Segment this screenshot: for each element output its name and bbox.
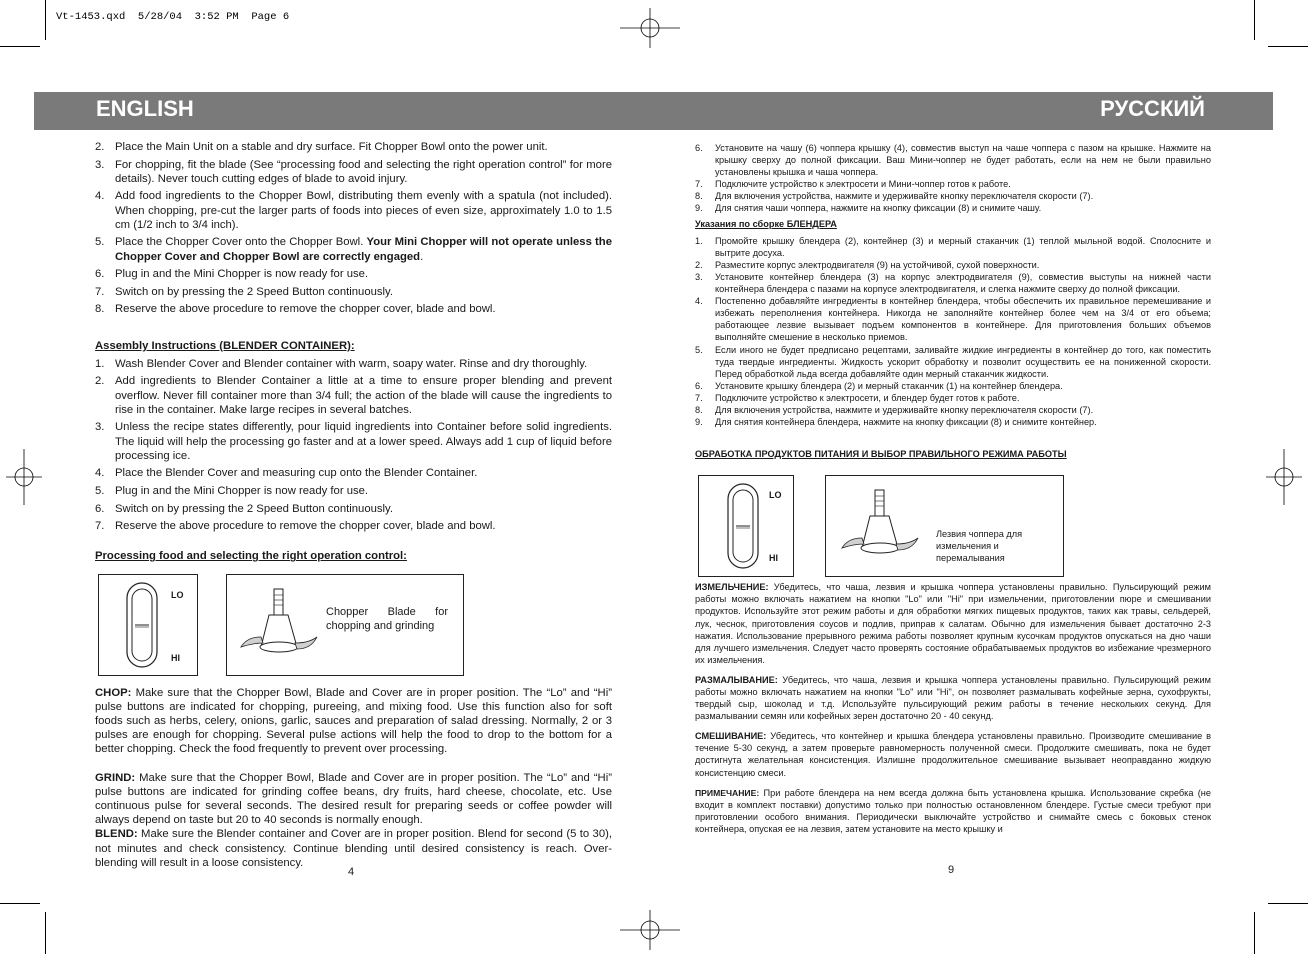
list-item: 5. Если иного не будет предписано рецептами, заливайте жидкие ингредиенты в контейнер до того, как поместить туда твердые ингредиенты. Жидкость ускорит обработку и позволит осуществить ее на пониженной скорости. Перед обработкой льда всегда добавляйте один мерный стаканчик жидкости. <box>695 344 1211 379</box>
chopper-blade-figure <box>825 475 1064 577</box>
chopper-steps-list <box>95 140 612 317</box>
processing-heading: ОБРАБОТКА ПРОДУКТОВ ПИТАНИЯ И ВЫБОР ПРАВИЛЬНОГО РЕЖИМА РАБОТЫ <box>695 449 1067 460</box>
list-item: 3. Установите контейнер блендера (3) на корпус электродвигателя (9), совместив выступы на нижней части контейнера блендера с пазами на корпусе электродвигателя, и слегка нажмите сверху до полной фиксации. <box>695 271 1211 295</box>
list-item: 6. Установите крышку блендера (2) и мерный стаканчик (1) на контейнер блендера. <box>695 380 1063 391</box>
speed-button-icon <box>726 482 760 570</box>
speed-button-figure <box>98 574 198 676</box>
chopper-blade-figure <box>226 574 464 676</box>
russian-column <box>695 142 1211 835</box>
lo-label: LO <box>171 589 184 600</box>
speed-button-icon <box>125 581 159 669</box>
list-item: 3. For chopping, fit the blade (See “processing food and selecting the right operation control” for more details). Never touch cutting edges of blade to avoid injury. <box>95 158 612 185</box>
grind-paragraph: РАЗМАЛЫВАНИЕ: Убедитесь, что чаша, лезвия и крышка чоппера установлены правильно. Пульсирующий режим работы можно включать нажатием на кнопки "Lo" или "Hi", он позволяет размалывать кофейные зерна, сухофрукты, твердый сыр, шоколад и т.д. Используйте пульсирующий режим работы в течение нескольких секунд. Для размалывании семян или кофейных зерен достаточно 20 - 40 секунд. <box>695 674 1211 722</box>
list-item: 1. Промойте крышку блендера (2), контейнер (3) и мерный стаканчик (1) теплой мыльной водой. Сполосните и вытрите досуха. <box>695 235 1211 258</box>
speed-button-figure <box>698 475 794 577</box>
list-item: 9. Для снятия контейнера блендера, нажмите на кнопку фиксации (8) и снимите контейнер. <box>695 417 1097 428</box>
mix-paragraph: СМЕШИВАНИЕ: Убедитесь, что контейнер и крышка блендера установлены правильно. Производите смешивание в течение 5-30 секунд, а затем проверьте равномерность полученной смеси. Продолжите смешивать, пока не будет достигнута желательная консистенция. Излишне продолжительное смешивание вызывает неоправданно жидкую консистенцию смеси. <box>695 731 1211 778</box>
list-item: 6. Установите на чашу (6) чоппера крышку (4), совместив выступ на чаше чоппера с пазом на крышке. Нажмите на крышку сверху до полной фиксации. Ваш Мини-чоппер не будет работать, если на нем не были правильно установлены крышка и чаша чоппера. <box>695 143 1211 178</box>
note-paragraph: ПРИМЕЧАНИЕ: При работе блендера на нем всегда должна быть установлена крышка. Использование скребка (не входит в комплект поставки) допустимо только при полностью остановленном блендере. Густые смеси требуют при приготовлении особого внимания. Периодически выключайте устройство и снимайте смесь с боковых стенок контейнера, опуская ее на лезвия, затем установите на место крышку и <box>695 787 1211 834</box>
crop-mark <box>1254 912 1255 954</box>
file-slug: Vt-1453.qxd 5/28/04 3:52 PM Page 6 <box>56 11 290 23</box>
blender-steps-list <box>95 357 612 534</box>
list-item: 5. Plug in and the Mini Chopper is now ready for use. <box>95 484 369 497</box>
blend-paragraph: BLEND: Make sure the Blender container and Cover are in proper position. Blend for second (5 to 30), not minutes and check consistency. Continue blending until desired consistency is reach. Over-blending will result in a loose consistency. <box>95 828 612 869</box>
list-item: 8. Reserve the above procedure to remove the chopper cover, blade and bowl. <box>95 303 496 316</box>
list-item: 7. Switch on by pressing the 2 Speed Button continuously. <box>95 285 393 298</box>
list-item: 2. Разместите корпус электродвигателя (9) на устойчивой, сухой поверхности. <box>695 259 1040 270</box>
chop-paragraph: ИЗМЕЛЬЧЕНИЕ: Убедитесь, что чаша, лезвия и крышка чоппера установлены правильно. Пульсирующий режим работы можно включать нажатием на кнопки "Lo" или "Hi" при измельчении, приготовлении пюре и смешивании продуктов. Используйте этот режим работы и для обработки мягких пищевых продуктов, таких как травы, сельдерей, лук, чеснок, приготовления соусов и подлив, приправ к салатам. Обычно для измельчения бывает достаточно 2-3 нажатия. Использование прерывного режима работы позволяет крупным кусочкам продуктов опускаться на дно чаши для лучшего измельчения. Следует часто проверять состояние обрабатываемых продуктов во избежание чрезмерного их измельчения. <box>695 582 1211 665</box>
page-number: 4 <box>348 866 355 878</box>
list-item: 9. Для снятия чаши чоппера, нажмите на кнопку фиксации (8) и снимите чашу. <box>695 203 1042 214</box>
chopper-blade-icon <box>840 486 920 568</box>
registration-mark-icon <box>620 8 680 48</box>
list-item: 2. Place the Main Unit on a stable and dry surface. Fit Chopper Bowl onto the power unit. <box>95 141 548 153</box>
lo-label: LO <box>769 490 782 501</box>
assembly-heading: Assembly Instructions (BLENDER CONTAINER): <box>95 339 355 352</box>
figures-row <box>95 574 612 678</box>
list-item: 8. Для включения устройства, нажмите и удерживайте кнопку переключателя скорости (7). <box>695 404 1094 415</box>
list-item: 3. Unless the recipe states differently, pour liquid ingredients into Container before solid ingredients. The liquid will help the processing go faster and at a lower speed. Always add 1 cup of liquid before processing ice. <box>95 421 612 462</box>
chopper-steps-list <box>695 142 1211 215</box>
registration-mark-icon <box>620 910 680 950</box>
list-item: 4. Постепенно добавляйте ингредиенты в контейнер блендера, чтобы обеспечить их правильное перемешивание и избежать переполнения контейнера. Никогда не заполняйте контейнер более чем на 3/4 от его объема; работающее лезвие вызывает подъем компонентов в контейнере. Для приготовления больших объемов выполняйте смешение в несколько приемов. <box>695 296 1211 343</box>
figure-caption: Chopper Blade for chopping and grinding <box>326 605 448 632</box>
english-header: ENGLISH <box>96 96 194 121</box>
list-item: 6. Switch on by pressing the 2 Speed Button continuously. <box>95 502 393 515</box>
hi-label: HI <box>769 553 778 564</box>
crop-mark <box>1254 0 1255 40</box>
hi-label: HI <box>171 652 180 663</box>
crop-mark <box>45 912 46 954</box>
list-item: 6. Plug in and the Mini Chopper is now ready for use. <box>95 268 369 281</box>
list-item: 8. Для включения устройства, нажмите и удерживайте кнопку переключателя скорости (7). <box>695 191 1094 202</box>
list-item: 7. Reserve the above procedure to remove the chopper cover, blade and bowl. <box>95 520 496 533</box>
language-banner <box>34 92 1273 130</box>
chop-paragraph: CHOP: Make sure that the Chopper Bowl, Blade and Cover are in proper position. The “Lo” and “Hi” pulse buttons are indicated for chopping, pureeing, and mixing food. Use this function also for soft foods such as herbs, celery, onions, garlic, sauces and preparation of salad dressing. Normally, 2 or 3 pulses are enough for chopping. Several pulse actions will help the food to drop to the bottom for a better chopping. Check the food frequently to prevent over processing. <box>95 686 612 756</box>
crop-mark <box>45 0 46 40</box>
page-number: 9 <box>948 864 955 876</box>
registration-mark-icon <box>1266 449 1302 505</box>
list-item: 1. Wash Blender Cover and Blender container with warm, soapy water. Rinse and dry thoroughly. <box>95 357 588 370</box>
crop-mark <box>0 903 40 904</box>
list-item: 2. Add ingredients to Blender Container a little at a time to ensure proper blending and prevent overflow. Never fill container more than 3/4 full; the action of the blade will cause the ingredients to rise in the container. Make large recipes in several batches. <box>95 375 612 416</box>
figure-caption: Лезвия чоппера для измельчения и перемалывания <box>936 529 1023 564</box>
crop-mark <box>0 46 40 47</box>
crop-mark <box>1268 903 1308 904</box>
chopper-blade-icon <box>239 585 319 667</box>
english-column <box>95 140 612 870</box>
list-item: 4. Add food ingredients to the Chopper Bowl, distributing them evenly with a spatula (not included). When chopping, pre-cut the larger parts of foods into pieces of even size, approximately 1.0 to 1.5 cm (1/2 inch to 3/4 inch). <box>95 190 612 231</box>
registration-mark-icon <box>6 449 42 505</box>
crop-mark <box>1268 46 1308 47</box>
list-item: 7. Подключите устройство к электросети и Мини-чоппер готов к работе. <box>695 179 1011 190</box>
figures-row <box>695 475 1211 581</box>
assembly-heading: Указания по сборке БЛЕНДЕРА <box>695 218 837 229</box>
russian-header: РУССКИЙ <box>1100 96 1205 121</box>
grind-paragraph: GRIND: Make sure that the Chopper Bowl, Blade and Cover are in proper position. The “Lo” and “Hi” pulse buttons are indicated for grinding coffee beans, dry fruits, hard cheese, chocolate, etc. Use continuous pulse for several seconds. The desired result for preparing seeds or coffee powder will always depend on taste but 20 to 40 seconds is normally enough. <box>95 771 612 827</box>
list-item: 5. Place the Chopper Cover onto the Chopper Bowl. Your Mini Chopper will not operate unless the Chopper Cover and Chopper Bowl are correctly engaged. <box>95 236 612 263</box>
blender-steps-list <box>695 235 1211 429</box>
processing-heading: Processing food and selecting the right operation control: <box>95 550 407 563</box>
list-item: 4. Place the Blender Cover and measuring cup onto the Blender Container. <box>95 467 478 480</box>
list-item: 7. Подключите устройство к электросети, и блендер будет готов к работе. <box>695 392 1020 403</box>
